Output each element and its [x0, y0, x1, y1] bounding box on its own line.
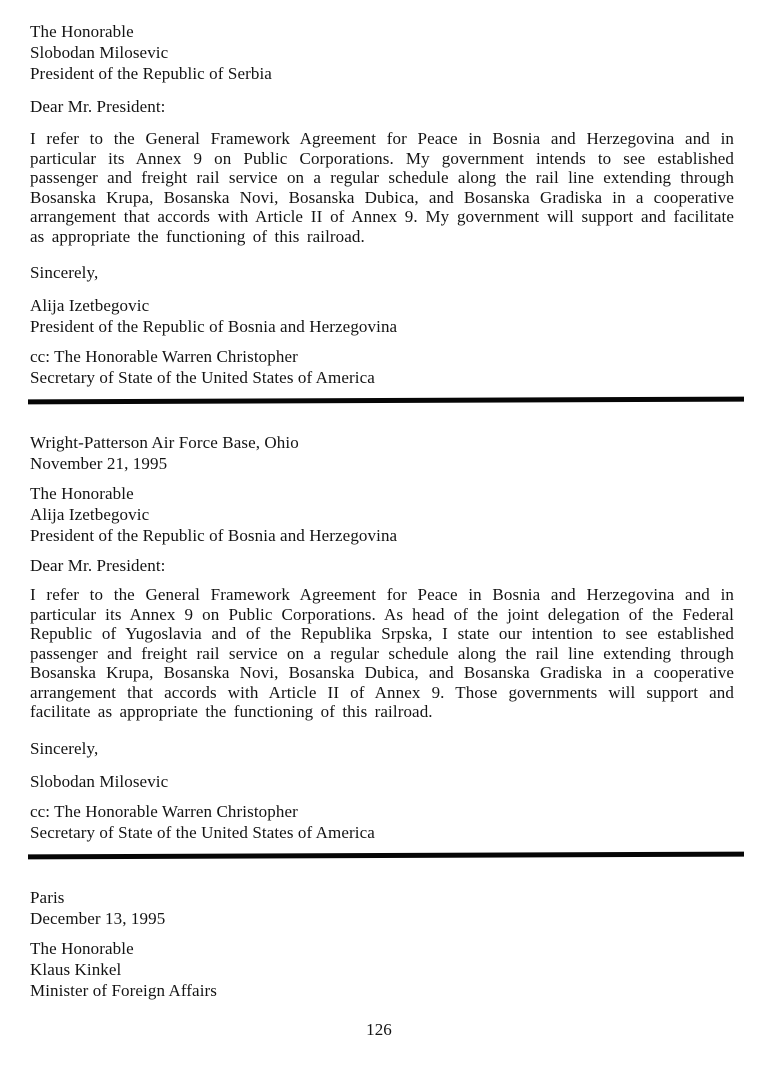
signature-line: President of the Republic of Bosnia and Herzegovina: [30, 317, 398, 336]
recipient-line: President of the Republic of Serbia: [30, 64, 272, 83]
recipient-line: Alija Izetbegovic: [30, 505, 150, 524]
dateline-place: Wright-Patterson Air Force Base, Ohio: [30, 433, 299, 452]
recipient-line: Klaus Kinkel: [30, 959, 122, 979]
recipient-line: The Honorable: [30, 484, 134, 503]
signature-line: Slobodan Milosevic: [30, 771, 169, 791]
recipient-line: Slobodan Milosevic: [30, 43, 169, 62]
cc-line: Secretary of State of the United States of America: [30, 368, 375, 387]
page-number: 126: [366, 1020, 392, 1039]
dateline-date: December 13, 1995: [30, 908, 166, 928]
dateline-block: [30, 887, 734, 929]
body-paragraph: I refer to the General Framework Agreement for Peace in Bosnia and Herzegovina and in particular its Annex 9 on Public Corporations. My government intends to see established passenger and freight rail service on a regular schedule along the rail line extending through Bosanska Krupa, Bosanska Novi, Bosanska Dubica, and Bosanska Gradiska in a cooperative arrangement that accords with Article II of Annex 9. My government will support and facilitate as appropriate the functioning of this railroad.: [30, 129, 734, 246]
closing: Sincerely,: [30, 263, 99, 282]
closing: Sincerely,: [30, 738, 99, 758]
salutation: Dear Mr. President:: [30, 97, 166, 116]
recipient-block: [30, 21, 734, 84]
dateline-date: November 21, 1995: [30, 454, 168, 473]
cc-line: Secretary of State of the United States of America: [30, 822, 375, 842]
cc-line: cc: The Honorable Warren Christopher: [30, 347, 298, 366]
cc-block: [30, 346, 734, 388]
letter-1: [30, 21, 734, 388]
dateline-place: Paris: [30, 887, 65, 907]
recipient-block: [30, 938, 734, 1001]
letter-3: [30, 887, 734, 1001]
dateline-block: [30, 432, 734, 474]
signature-line: Alija Izetbegovic: [30, 296, 150, 315]
recipient-line: The Honorable: [30, 938, 134, 958]
section-divider: [28, 851, 744, 859]
letter-2: [30, 432, 734, 843]
cc-block: [30, 801, 734, 843]
signature-block: [30, 295, 734, 337]
recipient-block: [30, 483, 734, 546]
section-divider: [28, 397, 744, 405]
cc-line: cc: The Honorable Warren Christopher: [30, 801, 298, 821]
recipient-line: The Honorable: [30, 22, 134, 41]
recipient-line: President of the Republic of Bosnia and Herzegovina: [30, 526, 398, 545]
body-paragraph: I refer to the General Framework Agreement for Peace in Bosnia and Herzegovina and in particular its Annex 9 on Public Corporations. As head of the joint delegation of the Federal Republic of Yugoslavia and of the Republika Srpska, I state our intention to see established passenger and freight rail service on a regular schedule along the rail line extending through Bosanska Krupa, Bosanska Novi, Bosanska Dubica, and Bosanska Gradiska in a cooperative arrangement that accords with Article II of Annex 9. Those governments will support and facilitate as appropriate the functioning of this railroad.: [30, 585, 734, 721]
salutation: Dear Mr. President:: [30, 556, 166, 575]
signature-block: [30, 771, 734, 792]
recipient-line: Minister of Foreign Affairs: [30, 980, 218, 1000]
